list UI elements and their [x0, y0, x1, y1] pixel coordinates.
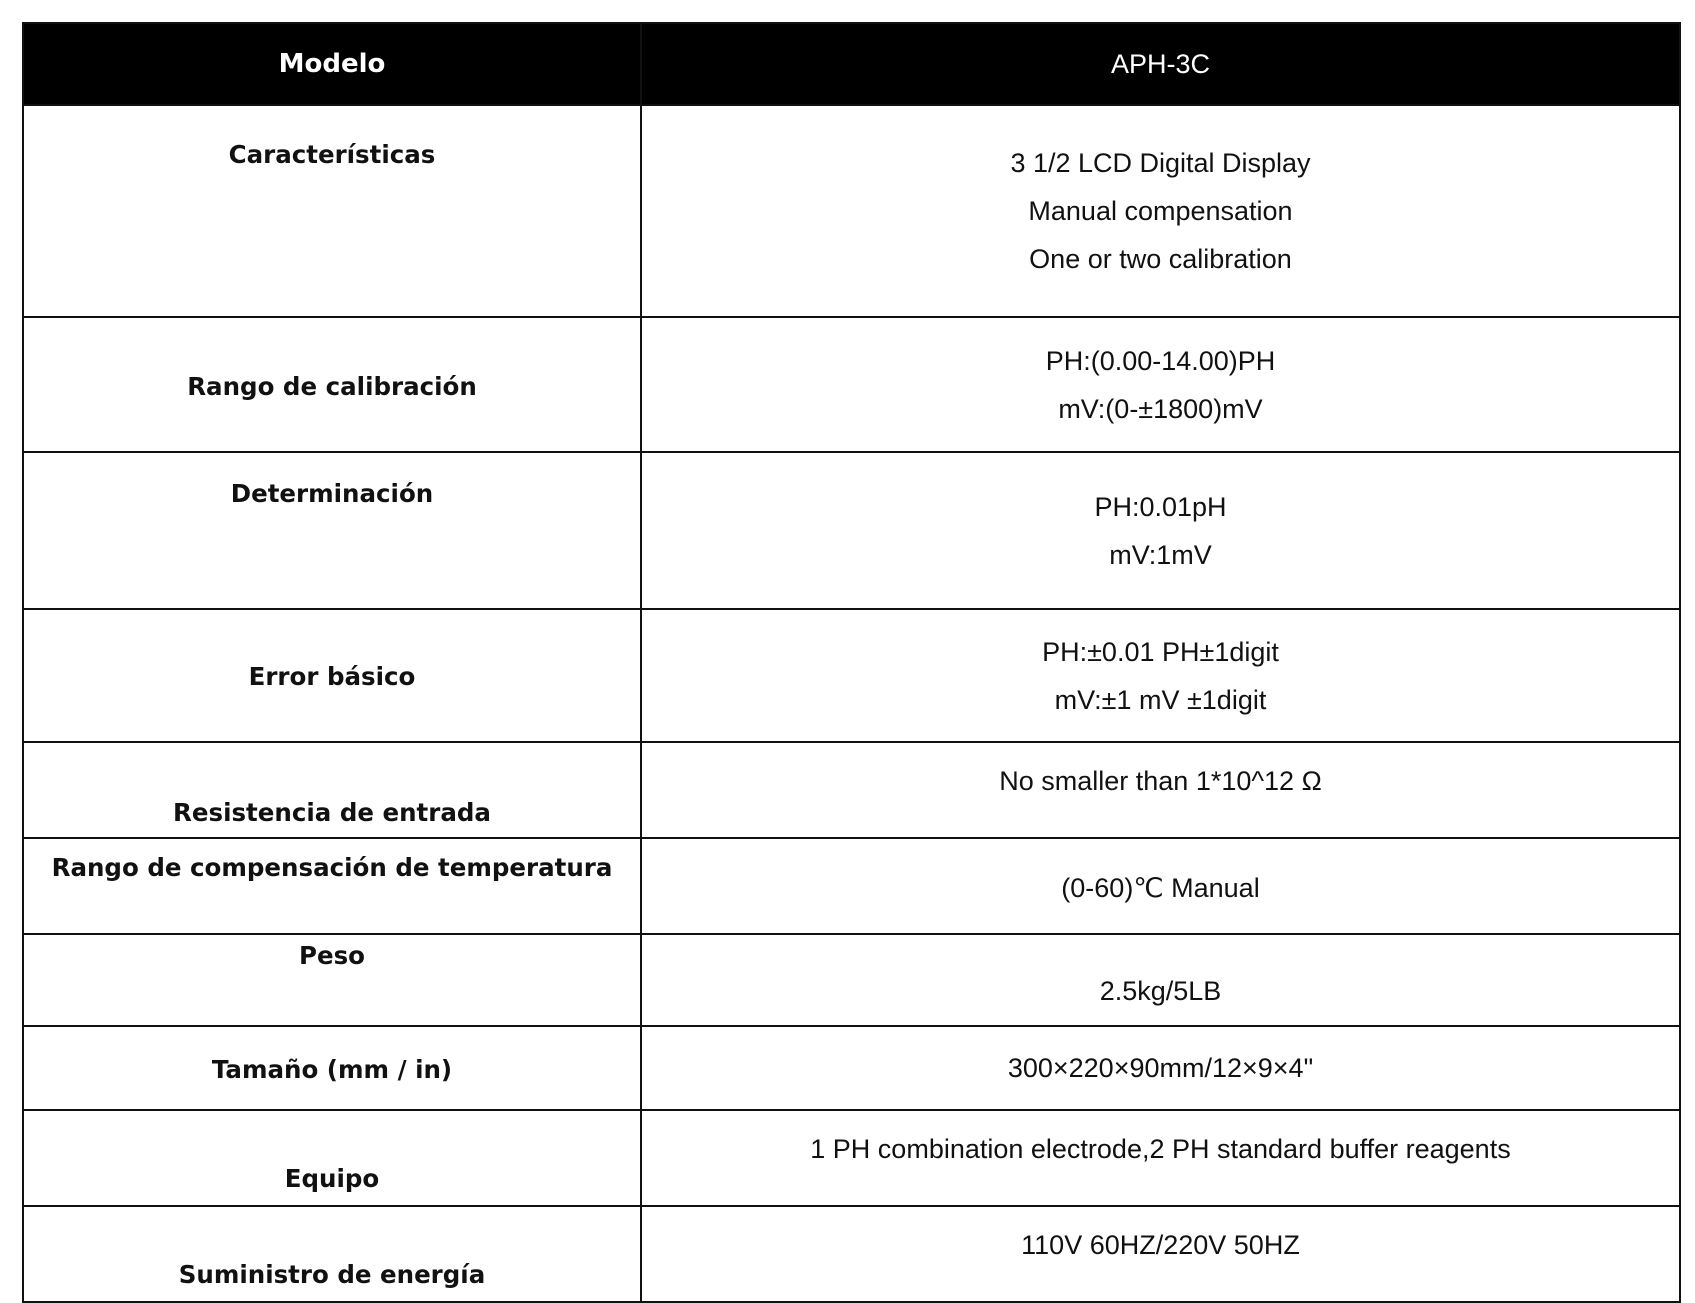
value-line: mV:1mV	[1109, 539, 1212, 570]
row-value	[641, 1026, 1680, 1110]
row-label: Equipo	[23, 1110, 641, 1206]
row-label: Tamaño (mm / in)	[23, 1026, 641, 1110]
row-value	[641, 452, 1680, 609]
value-line: PH:±0.01 PH±1digit	[1042, 636, 1279, 667]
value-line: One or two calibration	[1029, 244, 1292, 274]
value-line: mV:±1 mV ±1digit	[1054, 684, 1267, 715]
row-label: Características	[23, 105, 641, 317]
value-line: 300×220×90mm/12×9×4"	[1007, 1053, 1314, 1083]
value-line: Manual compensation	[1028, 196, 1293, 226]
row-value	[641, 1110, 1680, 1206]
table-row-equipo	[23, 1110, 1680, 1206]
row-label: Determinación	[23, 452, 641, 609]
value-line: 2.5kg/5LB	[1099, 976, 1222, 1006]
row-value	[641, 609, 1680, 742]
row-label: Resistencia de entrada	[23, 742, 641, 838]
value-line: 3 1/2 LCD Digital Display	[1010, 148, 1311, 178]
table-row-determinacion	[23, 452, 1680, 609]
table-row-peso	[23, 934, 1680, 1026]
row-value	[641, 742, 1680, 838]
table-row-rango-calibracion	[23, 317, 1680, 452]
row-value	[641, 317, 1680, 452]
row-value	[641, 1206, 1680, 1302]
table-row-compensacion-temperatura	[23, 838, 1680, 934]
table-row-caracteristicas	[23, 105, 1680, 317]
row-value	[641, 934, 1680, 1026]
table-row-error-basico	[23, 609, 1680, 742]
value-line: PH:0.01pH	[1094, 491, 1227, 522]
row-label: Rango de compensación de temperatura	[23, 838, 641, 934]
row-label: Suministro de energía	[23, 1206, 641, 1302]
row-label: Error básico	[23, 609, 641, 742]
value-line: No smaller than 1*10^12 Ω	[999, 766, 1322, 796]
value-line: 1 PH combination electrode,2 PH standard buffer reagents	[810, 1134, 1511, 1164]
table-row-tamano	[23, 1026, 1680, 1110]
row-label: Peso	[23, 934, 641, 1026]
table-row-suministro-energia	[23, 1206, 1680, 1302]
row-label: Rango de calibración	[23, 317, 641, 452]
row-value	[641, 105, 1680, 317]
table-header-row	[23, 23, 1680, 105]
header-label: Modelo	[23, 23, 641, 105]
table-row-resistencia-entrada	[23, 742, 1680, 838]
value-line: PH:(0.00-14.00)PH	[1045, 345, 1276, 376]
value-line: 110V 60HZ/220V 50HZ	[1021, 1230, 1300, 1260]
value-line: (0-60)℃ Manual	[1061, 873, 1260, 903]
row-value	[641, 838, 1680, 934]
header-model: APH-3C	[641, 23, 1680, 105]
spec-table	[22, 22, 1681, 1303]
value-line: mV:(0-±1800)mV	[1058, 393, 1263, 424]
